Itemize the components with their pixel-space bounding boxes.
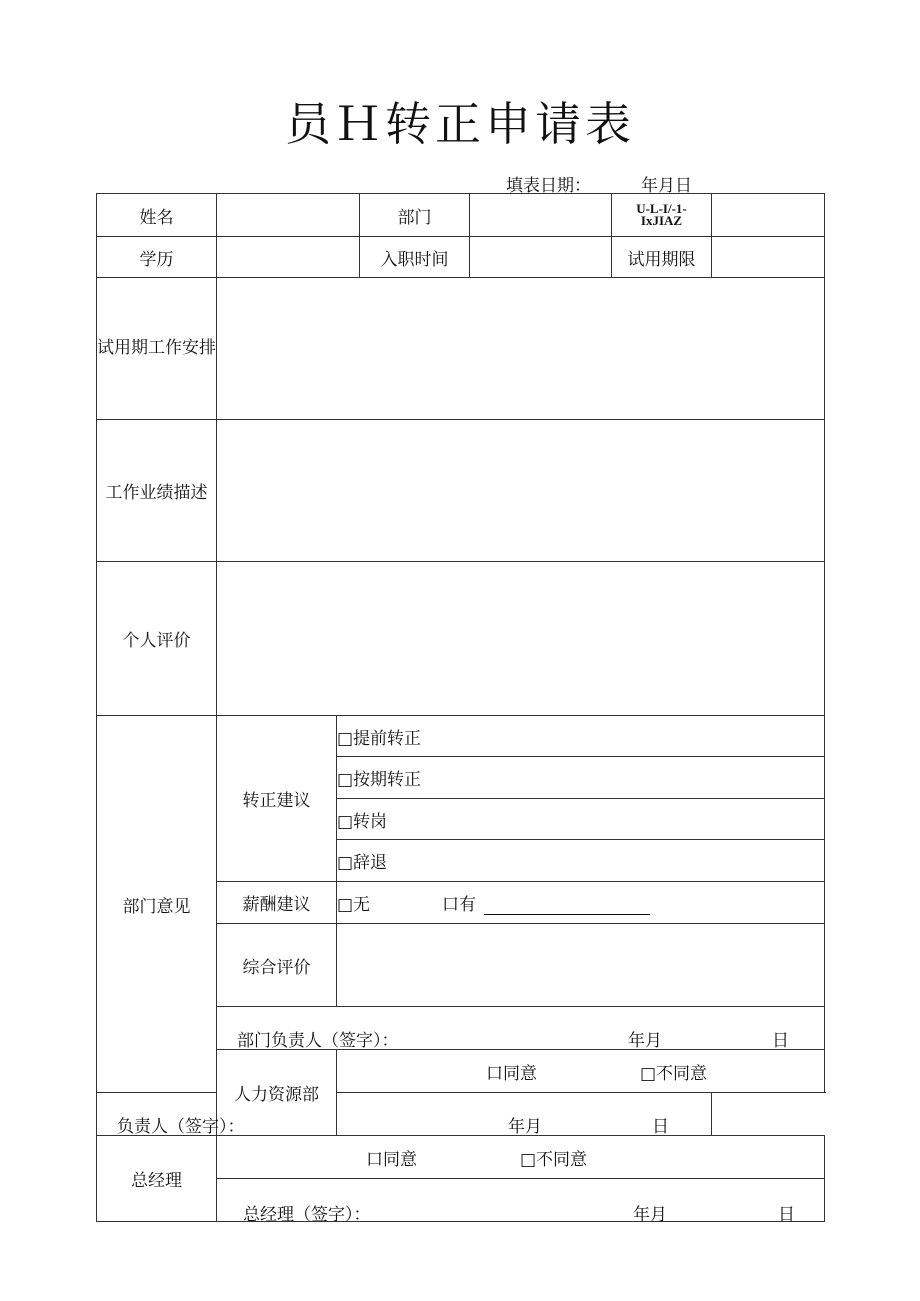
self-eval-content[interactable] bbox=[217, 562, 825, 716]
hr-sign-d: 日 bbox=[652, 1117, 669, 1137]
department-value[interactable] bbox=[470, 194, 612, 237]
salary-none-option[interactable]: □无 bbox=[337, 895, 371, 915]
probation-work-label: 试用期工作安排 bbox=[97, 278, 217, 420]
row-performance bbox=[97, 420, 825, 562]
probation-work-content[interactable] bbox=[217, 278, 825, 420]
gm-label: 总经理 bbox=[97, 1136, 217, 1222]
salary-label: 薪酬建议 bbox=[217, 882, 337, 924]
row-name bbox=[97, 194, 825, 237]
fill-date-ymd: 年月日 bbox=[641, 176, 692, 196]
row-suggestion-1 bbox=[97, 716, 825, 757]
overall-content[interactable] bbox=[337, 924, 825, 1007]
dept-signature-cell bbox=[217, 1007, 825, 1050]
gm-signer-label: 总经理（签字）： bbox=[243, 1205, 371, 1225]
hr-signature-cell bbox=[97, 1093, 712, 1136]
hire-date-label: 入职时间 bbox=[360, 237, 470, 278]
row-hr-signature bbox=[97, 1093, 825, 1136]
performance-content[interactable] bbox=[217, 420, 825, 562]
salary-options bbox=[337, 882, 825, 924]
dept-opinion-label: 部门意见 bbox=[97, 716, 217, 1093]
name-label: 姓名 bbox=[97, 194, 217, 237]
row-probation-work bbox=[97, 278, 825, 420]
hr-label: 人力资源部 bbox=[217, 1050, 337, 1136]
overall-label: 综合评价 bbox=[217, 924, 337, 1007]
gm-agree-option[interactable]: 口同意 bbox=[366, 1150, 417, 1170]
gm-sign-d: 日 bbox=[778, 1205, 795, 1225]
gm-signature-cell bbox=[217, 1179, 825, 1225]
dept-sign-ym: 年月 bbox=[628, 1031, 662, 1051]
hr-agree-option[interactable]: 口同意 bbox=[486, 1064, 537, 1084]
suggestion-label: 转正建议 bbox=[217, 716, 337, 882]
option-scheduled-regular[interactable]: □按期转正 bbox=[337, 757, 825, 799]
dept-signer-label: 部门负责人（签字）： bbox=[237, 1031, 399, 1051]
gm-disagree-option[interactable]: □不同意 bbox=[520, 1150, 588, 1170]
code-line-2: IxJIAZ bbox=[640, 213, 683, 228]
salary-yes-blank[interactable] bbox=[484, 898, 650, 915]
probation-term-label: 试用期限 bbox=[612, 237, 712, 278]
performance-label: 工作业绩描述 bbox=[97, 420, 217, 562]
row-gm-agree bbox=[97, 1136, 825, 1179]
position-label bbox=[612, 194, 712, 237]
row-self-eval bbox=[97, 562, 825, 716]
fill-date-label: 填表日期： bbox=[506, 176, 591, 196]
option-early-regular[interactable]: □提前转正 bbox=[337, 716, 825, 757]
gm-sign-ym: 年月 bbox=[633, 1205, 667, 1225]
education-label: 学历 bbox=[97, 237, 217, 278]
self-eval-label: 个人评价 bbox=[97, 562, 217, 716]
form-title: 员Ｈ转正申请表 bbox=[285, 97, 635, 151]
department-label: 部门 bbox=[360, 194, 470, 237]
gm-agree-cell bbox=[217, 1136, 825, 1179]
hr-signer-label: 负责人（签字）： bbox=[117, 1117, 245, 1137]
option-transfer[interactable]: □转岗 bbox=[337, 799, 825, 840]
position-value[interactable] bbox=[712, 194, 825, 237]
option-dismiss[interactable]: □辞退 bbox=[337, 840, 825, 882]
probation-term-value[interactable] bbox=[712, 237, 825, 278]
hr-agree-cell bbox=[337, 1050, 825, 1093]
name-value[interactable] bbox=[217, 194, 360, 237]
application-form-table bbox=[96, 193, 825, 1225]
salary-yes-option[interactable]: 口有 bbox=[442, 895, 476, 915]
code-line-1: U-L-I/-1- bbox=[636, 201, 687, 216]
hr-sign-ym: 年月 bbox=[508, 1117, 542, 1137]
hire-date-value[interactable] bbox=[470, 237, 612, 278]
row-education bbox=[97, 237, 825, 278]
hr-disagree-option[interactable]: □不同意 bbox=[640, 1064, 708, 1084]
education-value[interactable] bbox=[217, 237, 360, 278]
dept-sign-d: 日 bbox=[772, 1031, 789, 1051]
